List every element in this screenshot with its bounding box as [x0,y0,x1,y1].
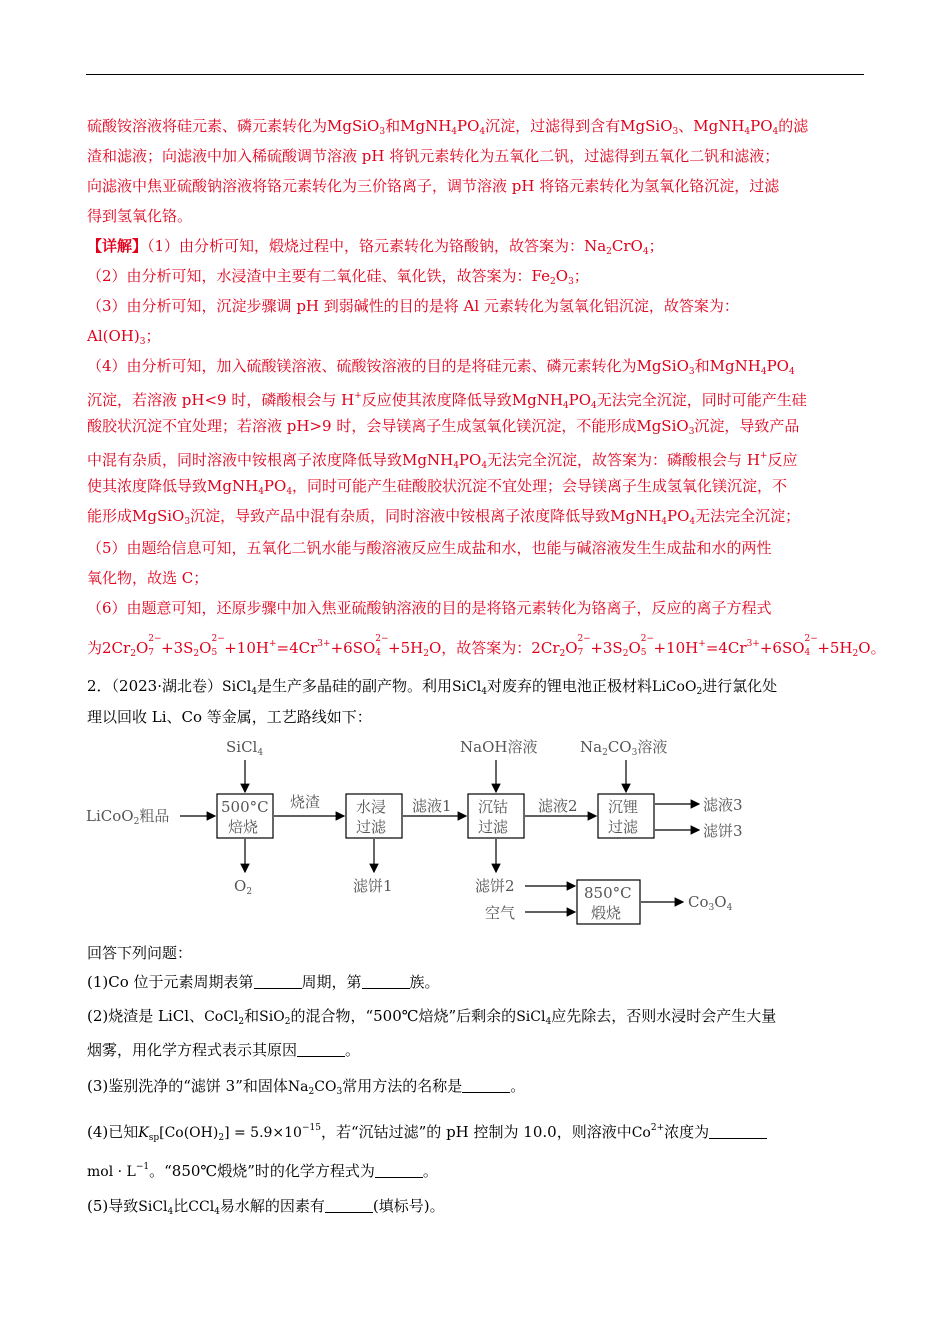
flow-out-cake3: 滤饼3 [703,822,743,840]
flow-cake2: 滤饼2 [475,877,515,895]
flow-raw-material: LiCoO$_2$粗品 [86,807,170,827]
flow-box2-line1: 水浸 [356,798,387,816]
detail-4-line-4: 中混有杂质，同时溶液中铵根离子浓度降低导致$MgNH_4PO_4$无法完全沉淀，故答案为：磷酸根会与 H+反应 [87,451,798,471]
flow-na2co3: $Na_2CO_3$溶液 [580,738,668,758]
part-2-line-1: (2)烧渣是 LiCl、CoCl$_2$和SiO$_2$的混合物，“500℃焙烧”后剩余的SiCl$_4$应先除去，否则水浸时会产生大量 [87,1007,777,1027]
analysis-line-4: 得到氢氧化铬。 [87,207,193,225]
flow-box5-line2: 煅烧 [591,904,622,922]
flow-product: $Co_3O_4$ [688,893,733,913]
flow-label-filtrate2: 滤液2 [538,797,578,815]
detail-6-line-1: （6）由题意可知，还原步骤中加入焦亚硫酸钠溶液的目的是将铬元素转化为铬离子，反应的离子方程式 [87,599,772,617]
blank-period[interactable] [254,974,302,989]
flow-naoh: NaOH溶液 [460,738,538,756]
blank-group[interactable] [362,974,410,989]
detail-tag: 【详解】 [87,237,148,255]
analysis-line-2: 渣和滤液；向滤液中加入稀硫酸调节溶液 pH 将钒元素转化为五氧化二钒，过滤得到五氧化二钒和滤液； [87,147,780,165]
flow-air: 空气 [485,904,516,922]
blank-factors[interactable] [325,1198,373,1213]
flow-label-filtrate1: 滤液1 [412,797,452,815]
detail-5-line-1: （5）由题给信息可知，五氧化二钒水能与酸溶液反应生成盐和水，也能与碱溶液发生生成盐和水的两性 [87,539,772,557]
flow-box3-line2: 过滤 [478,818,509,836]
part-3: (3)鉴别洗净的“滤饼 3”和固体$Na_2CO_3$常用方法的名称是 。 [87,1077,526,1097]
flow-out-filtrate3: 滤液3 [703,796,743,814]
detail-3-answer: $Al(OH)_3$； [87,327,161,347]
flow-box4-line1: 沉锂 [608,798,639,816]
part-1: (1)Co 位于元素周期表第 周期，第 族。 [87,973,440,991]
part-2-line-2: 烟雾，用化学方程式表示其原因 。 [87,1041,361,1059]
flow-box3-line1: 沉钴 [478,798,509,816]
part-4-line-1: (4)已知$K_{sp}[Co(OH)_2] = 5.9\times 10^{-15}$，若“沉钴过滤”的 pH 控制为 10.0，则溶液中$Co^{2+}$浓度为 [87,1118,767,1148]
detail-4-line-2: 沉淀，若溶液 pH<9 时，磷酸根会与 H+反应使其浓度降低导致$MgNH_4PO_4$无法完全沉淀，同时可能产生硅 [87,391,807,411]
detail-4-line-5: 使其浓度降低导致$MgNH_4PO_4$，同时可能产生硅酸胶状沉淀不宜处理；会导镁离子生成氢氧化镁沉淀，不 [87,477,788,497]
detail-4-line-3: 酸胶状沉淀不宜处理；若溶液 pH>9 时，会导镁离子生成氢氧化镁沉淀，不能形成MgSiO$_3$沉淀，导致产品 [87,417,800,437]
blank-equation[interactable] [297,1042,345,1057]
blank-method[interactable] [462,1078,510,1093]
analysis-line-1: 硫酸铵溶液将硅元素、磷元素转化为MgSiO$_3$和$MgNH_4PO_4$沉淀，过滤得到含有MgSiO$_3$、$MgNH_4PO_4$的滤 [87,117,809,137]
blank-concentration[interactable] [709,1124,767,1139]
part-5: (5)导致SiCl$_4$比CCl$_4$易水解的因素有 (填标号)。 [87,1197,445,1217]
ionic-equation-1: $2Cr_2O$ 2− 7 $+3S_2O$ 2− 5 $+10H^+=4Cr^{3+}+6SO$ 2− 4 $+5H_2O$ [102,634,442,659]
ionic-equation-2: $2Cr_2O$ 2− 7 $+3S_2O$ 2− 5 $+10H^+=4Cr^{3+}+6SO$ 2− 4 $+5H_2O$ [531,634,871,659]
detail-3: （3）由分析可知，沉淀步骤调 pH 到弱碱性的目的是将 Al 元素转化为氢氧化铝沉淀，故答案为： [87,297,739,315]
flow-box1-line1: 500°C [221,798,269,816]
analysis-line-3: 向滤液中焦亚硫酸钠溶液将铬元素转化为三价铬离子，调节溶液 pH 将铬元素转化为氢氧化铬沉淀，过滤 [87,177,780,195]
detail-4-line-6: 能形成MgSiO$_3$沉淀，导致产品中混有杂质，同时溶液中铵根离子浓度降低导致$MgNH_4PO_4$无法完全沉淀； [87,507,801,527]
flow-label-slag: 烧渣 [290,793,321,811]
detail-6-line-2: 为$2Cr_2O$ 2− 7 $+3S_2O$ 2− 5 $+10H^+=4Cr^{3+}+6SO$ 2− 4 $+5H_2O$，故答案为：$2Cr_2O$ 2− 7 $+3S_2O$ 2− 5 $+10H^+=4Cr^{3+}+6SO$ 2− 4 $+5H_2O$。 [87,634,886,659]
question-2-line-1: 2．（2023·湖北卷）SiCl$_4$是生产多晶硅的副产物。利用SiCl$_4$对废弃的锂电池正极材料LiCoO$_2$进行氯化处 [87,677,778,697]
detail-5-line-2: 氧化物，故选 C； [87,569,209,587]
flow-o2: $O_2$ [234,877,253,897]
part-4-line-2: mol · $L^{-1}$。“850℃煅烧”时的化学方程式为 。 [87,1162,438,1180]
question-2-line-2: 理以回收 Li、Co 等金属，工艺路线如下： [87,708,372,726]
answer-heading: 回答下列问题： [87,944,193,962]
detail-1: 【详解】（1）由分析可知，煅烧过程中，铬元素转化为铬酸钠，故答案为：$Na_2CrO_4$； [87,237,664,257]
detail-4-line-1: （4）由分析可知，加入硫酸镁溶液、硫酸铵溶液的目的是将硅元素、磷元素转化为MgSiO$_3$和$MgNH_4PO_4$ [87,357,795,377]
flow-box5-line1: 850°C [584,884,632,902]
flow-cake1: 滤饼1 [353,877,393,895]
detail-2: （2）由分析可知，水浸渣中主要有二氧化硅、氧化铁，故答案为：$Fe_2O_3$； [87,267,589,287]
flow-sicl4: SiCl$_4$ [226,738,264,758]
blank-calcination-eq[interactable] [375,1163,423,1178]
flow-box4-line2: 过滤 [608,818,639,836]
flow-box2-line2: 过滤 [356,818,387,836]
flow-box1-line2: 焙烧 [228,818,259,836]
